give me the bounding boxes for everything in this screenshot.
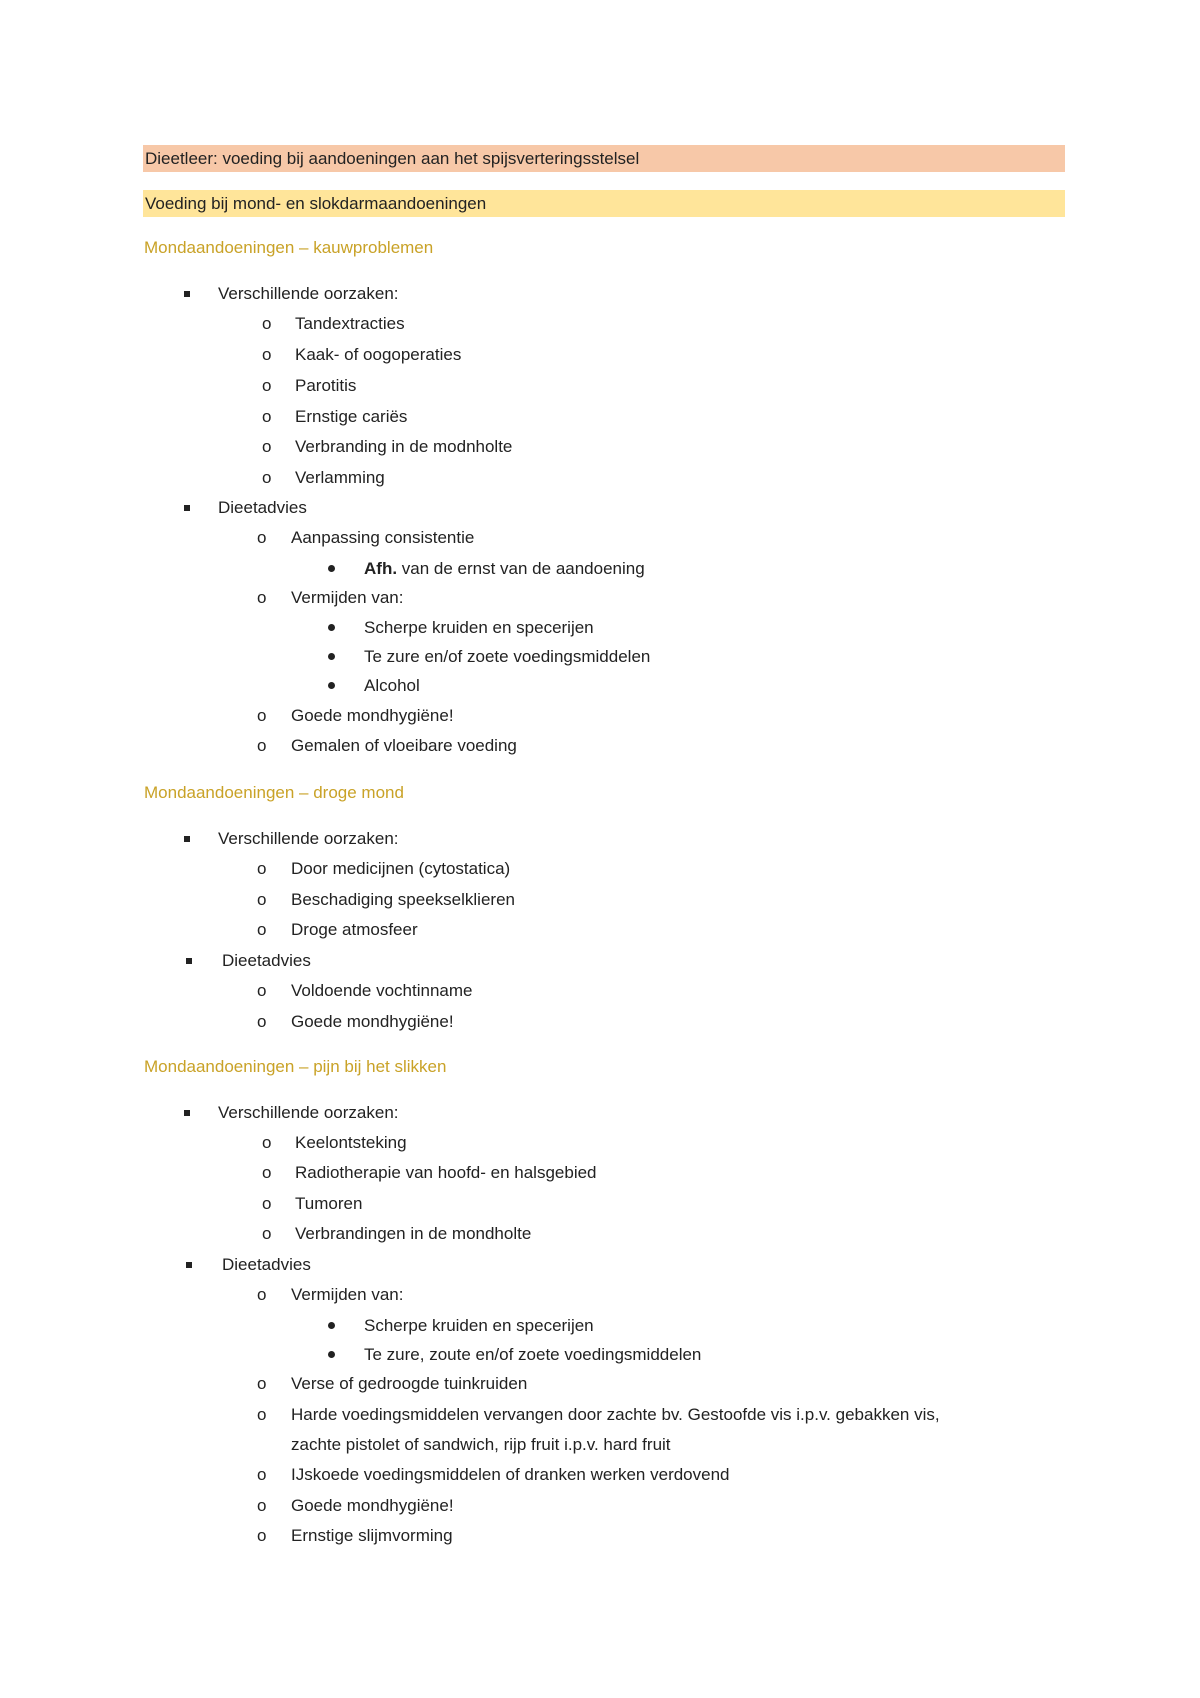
circle-bullet-icon: o xyxy=(257,1374,267,1393)
list-item: Verschillende oorzaken: xyxy=(218,284,399,303)
list-item: Goede mondhygiëne! xyxy=(291,1496,454,1515)
circle-bullet-icon: o xyxy=(257,859,267,878)
circle-bullet-icon: o xyxy=(262,376,272,395)
list-item: Goede mondhygiëne! xyxy=(291,706,454,725)
list-item: Verbrandingen in de mondholte xyxy=(295,1224,532,1243)
circle-bullet-icon: o xyxy=(262,345,272,364)
list-item: Beschadiging speekselklieren xyxy=(291,890,515,909)
round-bullet-icon xyxy=(328,653,335,660)
list-item: Dieetadvies xyxy=(222,951,311,970)
list-item: Verlamming xyxy=(295,468,385,487)
circle-bullet-icon: o xyxy=(257,1496,267,1515)
list-item: Verschillende oorzaken: xyxy=(218,829,399,848)
list-item: Alcohol xyxy=(364,676,420,695)
round-bullet-icon xyxy=(328,624,335,631)
list-item: Vermijden van: xyxy=(291,588,404,607)
circle-bullet-icon: o xyxy=(262,1133,272,1152)
list-item: Vermijden van: xyxy=(291,1285,404,1304)
circle-bullet-icon: o xyxy=(257,528,267,547)
round-bullet-icon xyxy=(328,1351,335,1358)
list-item-continuation: zachte pistolet of sandwich, rijp fruit i.p.v. hard fruit xyxy=(291,1435,671,1454)
circle-bullet-icon: o xyxy=(257,736,267,755)
list-item: Radiotherapie van hoofd- en halsgebied xyxy=(295,1163,597,1182)
text: van de ernst van de aandoening xyxy=(397,559,645,578)
circle-bullet-icon: o xyxy=(257,1285,267,1304)
circle-bullet-icon: o xyxy=(257,1405,267,1424)
square-bullet-icon xyxy=(184,1110,190,1116)
list-item: Goede mondhygiëne! xyxy=(291,1012,454,1031)
section-heading: Mondaandoeningen – pijn bij het slikken xyxy=(144,1057,447,1076)
list-item: Gemalen of vloeibare voeding xyxy=(291,736,517,755)
circle-bullet-icon: o xyxy=(257,1526,267,1545)
circle-bullet-icon: o xyxy=(257,920,267,939)
list-item: Aanpassing consistentie xyxy=(291,528,475,547)
round-bullet-icon xyxy=(328,565,335,572)
list-item: Scherpe kruiden en specerijen xyxy=(364,618,594,637)
list-item: Ernstige slijmvorming xyxy=(291,1526,453,1545)
list-item: Te zure, zoute en/of zoete voedingsmiddelen xyxy=(364,1345,702,1364)
circle-bullet-icon: o xyxy=(262,1163,272,1182)
circle-bullet-icon: o xyxy=(257,588,267,607)
circle-bullet-icon: o xyxy=(257,706,267,725)
document-title: Dieetleer: voeding bij aandoeningen aan het spijsverteringsstelsel xyxy=(143,145,1065,172)
circle-bullet-icon: o xyxy=(262,468,272,487)
list-item: Keelontsteking xyxy=(295,1133,407,1152)
square-bullet-icon xyxy=(184,836,190,842)
list-item: Voldoende vochtinname xyxy=(291,981,473,1000)
list-item: Ernstige cariës xyxy=(295,407,408,426)
circle-bullet-icon: o xyxy=(257,890,267,909)
list-item: Verse of gedroogde tuinkruiden xyxy=(291,1374,528,1393)
round-bullet-icon xyxy=(328,1322,335,1329)
circle-bullet-icon: o xyxy=(262,437,272,456)
circle-bullet-icon: o xyxy=(262,1194,272,1213)
list-item: Tumoren xyxy=(295,1194,363,1213)
document-subtitle: Voeding bij mond- en slokdarmaandoeningen xyxy=(143,190,1065,217)
list-item: Te zure en/of zoete voedingsmiddelen xyxy=(364,647,651,666)
circle-bullet-icon: o xyxy=(262,314,272,333)
circle-bullet-icon: o xyxy=(262,1224,272,1243)
circle-bullet-icon: o xyxy=(257,981,267,1000)
list-item: Door medicijnen (cytostatica) xyxy=(291,859,511,878)
square-bullet-icon xyxy=(186,1262,192,1268)
circle-bullet-icon: o xyxy=(262,407,272,426)
circle-bullet-icon: o xyxy=(257,1465,267,1484)
list-item: Scherpe kruiden en specerijen xyxy=(364,1316,594,1335)
section-heading: Mondaandoeningen – kauwproblemen xyxy=(144,238,434,257)
list-item xyxy=(364,557,645,581)
list-item: Parotitis xyxy=(295,376,357,395)
list-item: Harde voedingsmiddelen vervangen door zachte bv. Gestoofde vis i.p.v. gebakken vis, xyxy=(291,1405,940,1424)
circle-bullet-icon: o xyxy=(257,1012,267,1031)
list-item: Verschillende oorzaken: xyxy=(218,1103,399,1122)
round-bullet-icon xyxy=(328,682,335,689)
list-item: Dieetadvies xyxy=(218,498,307,517)
square-bullet-icon xyxy=(184,291,190,297)
bold-text: Afh. xyxy=(364,559,398,578)
square-bullet-icon xyxy=(184,505,190,511)
list-item: IJskoede voedingsmiddelen of dranken werken verdovend xyxy=(291,1465,730,1484)
list-item: Tandextracties xyxy=(295,314,405,333)
section-heading: Mondaandoeningen – droge mond xyxy=(144,783,404,802)
list-item: Verbranding in de modnholte xyxy=(295,437,513,456)
list-item: Droge atmosfeer xyxy=(291,920,418,939)
list-item: Dieetadvies xyxy=(222,1255,311,1274)
list-item: Kaak- of oogoperaties xyxy=(295,345,462,364)
square-bullet-icon xyxy=(186,958,192,964)
